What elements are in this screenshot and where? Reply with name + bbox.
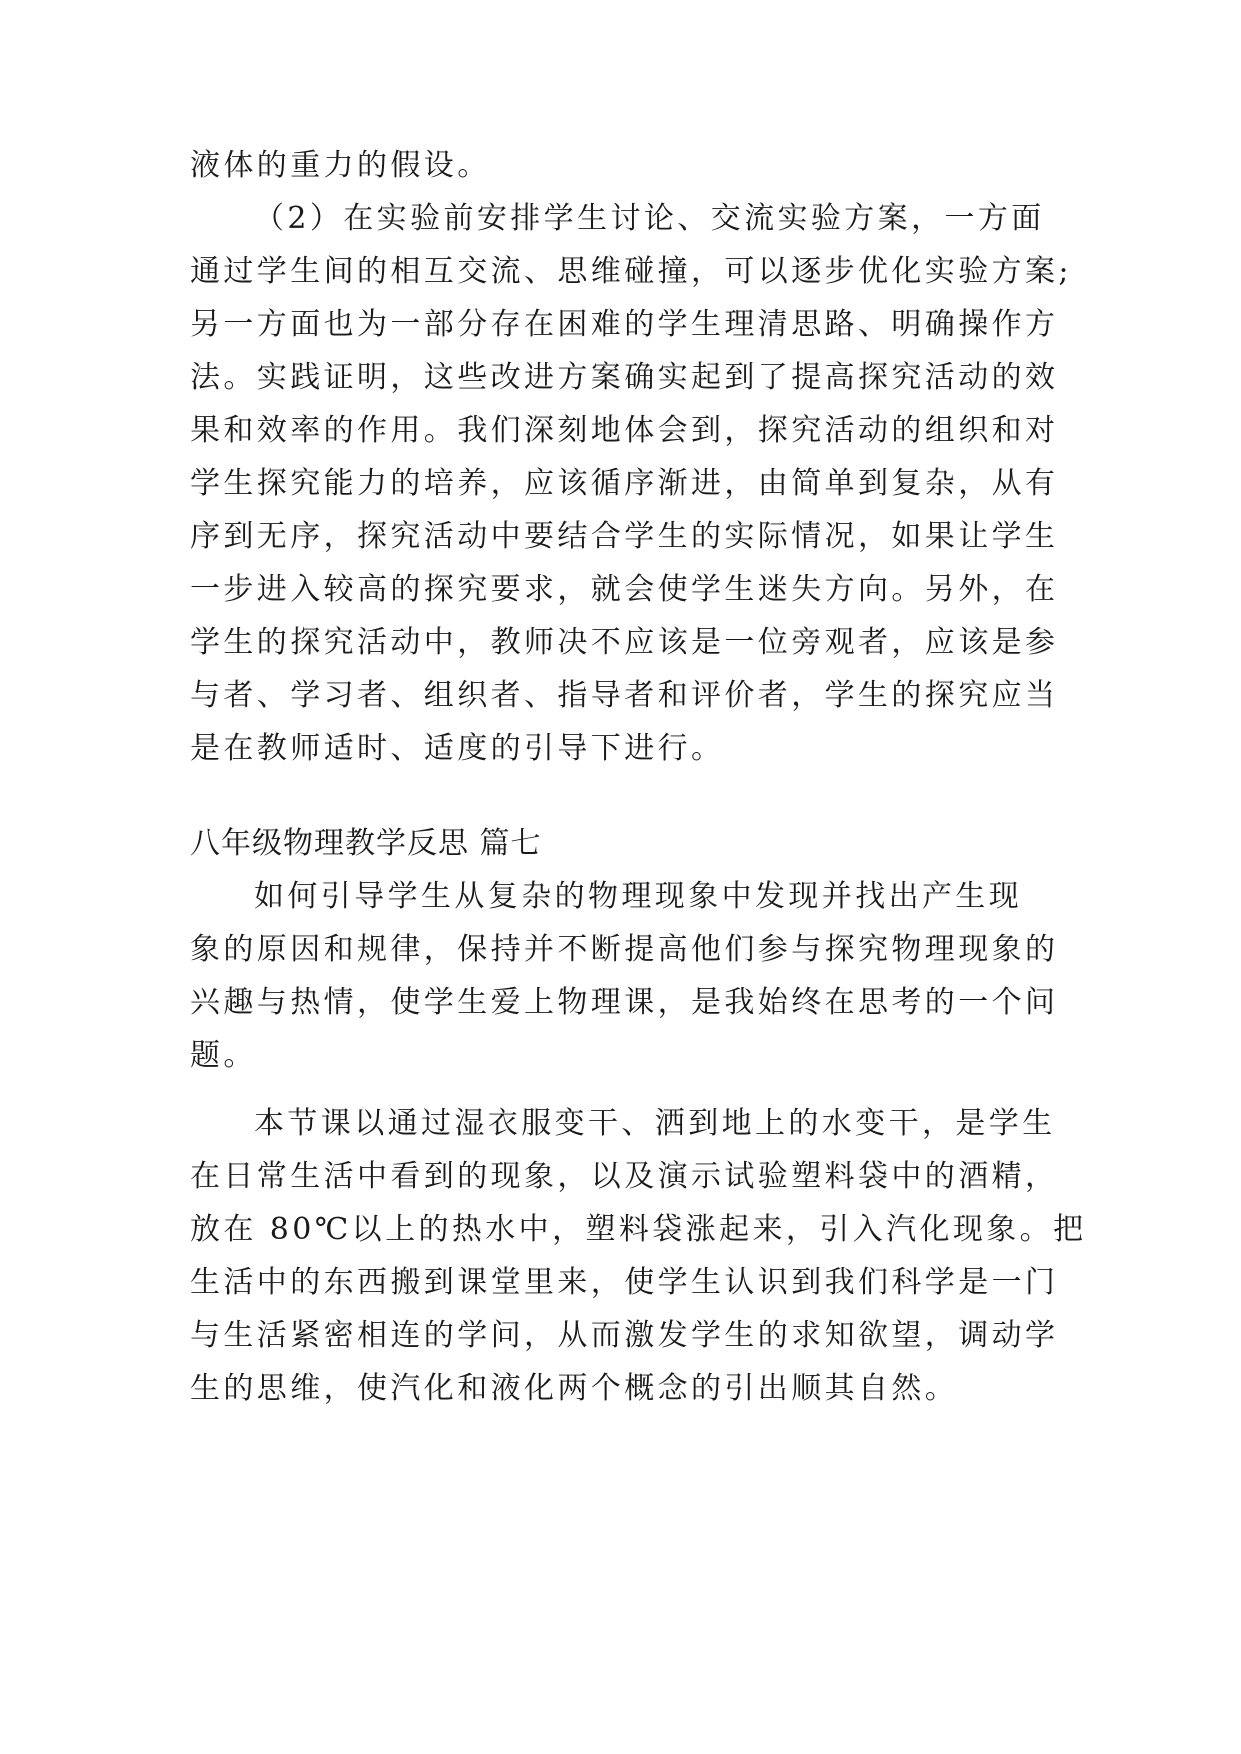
- text-line: 液体的重力的假设。: [190, 148, 491, 183]
- text-line: 与者、学习者、组织者、指导者和评价者，学生的探究应当: [190, 678, 1059, 713]
- text-line: 通过学生间的相互交流、思维碰撞，可以逐步优化实验方案;: [190, 254, 1072, 289]
- text-line: 兴趣与热情，使学生爱上物理课，是我始终在思考的一个问: [190, 985, 1059, 1020]
- text-line: 生活中的东西搬到课堂里来，使学生认识到我们科学是一门: [190, 1265, 1059, 1300]
- text-line: 在日常生活中看到的现象，以及演示试验塑料袋中的酒精，: [190, 1159, 1059, 1194]
- text-line: 一步进入较高的探究要求，就会使学生迷失方向。另外，在: [190, 572, 1059, 607]
- text-line: 学生探究能力的培养，应该循序渐进，由简单到复杂，从有: [190, 466, 1059, 501]
- text-line: 放在 80℃以上的热水中，塑料袋涨起来，引入汽化现象。把: [190, 1212, 1087, 1247]
- text-line: 是在教师适时、适度的引导下进行。: [190, 731, 725, 766]
- text-line: 象的原因和规律，保持并不断提高他们参与探究物理现象的: [190, 932, 1059, 967]
- text-line: 生的思维，使汽化和液化两个概念的引出顺其自然。: [190, 1371, 959, 1406]
- text-line: 序到无序，探究活动中要结合学生的实际情况，如果让学生: [190, 519, 1059, 554]
- text-line: 另一方面也为一部分存在困难的学生理清思路、明确操作方: [190, 307, 1059, 342]
- text-line: 如何引导学生从复杂的物理现象中发现并找出产生现: [254, 879, 1023, 914]
- text-line: 果和效率的作用。我们深刻地体会到，探究活动的组织和对: [190, 413, 1059, 448]
- text-line: 题。: [190, 1038, 257, 1073]
- text-line: 学生的探究活动中，教师决不应该是一位旁观者，应该是参: [190, 625, 1059, 660]
- section-heading: 八年级物理教学反思 篇七: [190, 826, 542, 861]
- text-line: 与生活紧密相连的学问，从而激发学生的求知欲望，调动学: [190, 1318, 1059, 1353]
- text-line: 法。实践证明，这些改进方案确实起到了提高探究活动的效: [190, 360, 1059, 395]
- text-line: （2）在实验前安排学生讨论、交流实验方案，一方面: [254, 201, 1045, 236]
- text-line: 本节课以通过湿衣服变干、洒到地上的水变干，是学生: [254, 1106, 1056, 1141]
